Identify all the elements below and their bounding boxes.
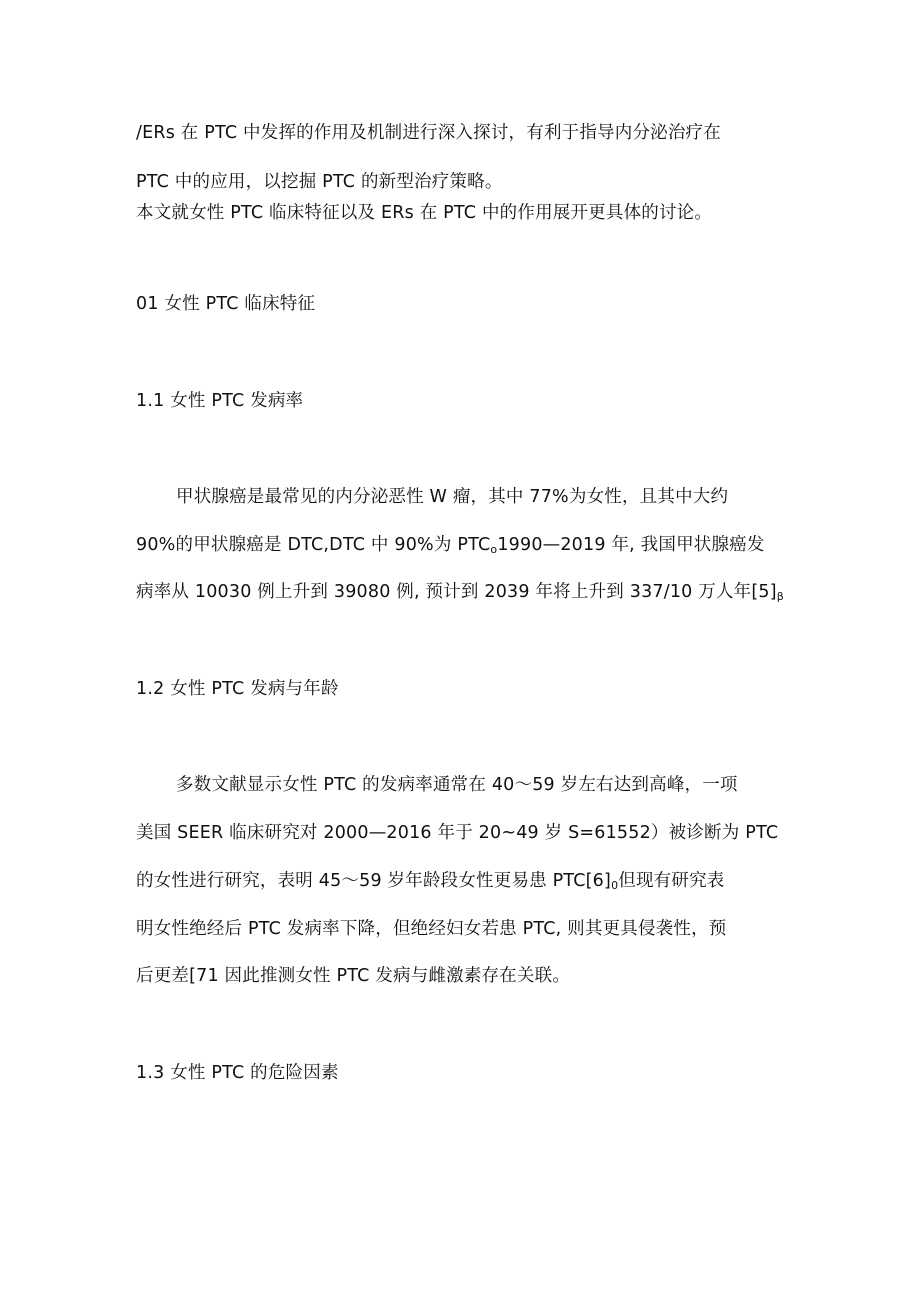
section-1-1-title: 1.1 女性 PTC 发病率 (136, 391, 304, 411)
intro-line-1: /ERs 在 PTC 中发挥的作用及机制进行深入探讨，有利于指导内分泌治疗在 (136, 123, 721, 143)
s1-1-line-2-subscript: o (490, 543, 498, 556)
s1-1-line-3-subscript: β (776, 590, 784, 603)
s1-2-paragraph-line-5: 后更差[71 因此推测女性 PTC 发病与雌激素存在关联。 (136, 966, 571, 986)
section-1-3-title: 1.3 女性 PTC 的危险因素 (136, 1063, 339, 1083)
s1-1-line-2-part-b: 1990—2019 年, 我国甲状腺癌发 (497, 535, 765, 555)
s1-1-line-2-part-a: 90%的甲状腺癌是 DTC,DTC 中 90%为 PTC (136, 535, 491, 555)
s1-2-paragraph-line-3 (136, 869, 796, 898)
intro-line-3: 本文就女性 PTC 临床特征以及 ERs 在 PTC 中的作用展开更具体的讨论。 (136, 203, 713, 223)
s1-2-paragraph-line-1: 多数文献显示女性 PTC 的发病率通常在 40～59 岁左右达到高峰，一项 (176, 775, 738, 795)
s1-2-line-3-part-a: 的女性进行研究，表明 45～59 岁年龄段女性更易患 PTC[6] (136, 871, 612, 891)
s1-1-paragraph-line-1: 甲状腺癌是最常见的内分泌恶性 W 瘤，其中 77%为女性，且其中大约 (176, 487, 729, 507)
s1-2-line-3-part-b: 但现有研究表 (618, 871, 725, 891)
s1-1-line-3-part-a: 病率从 10030 例上升到 39080 例, 预计到 2039 年将上升到 337/10 万人年[5] (136, 582, 777, 602)
s1-1-paragraph-line-3 (136, 580, 796, 609)
intro-line-2: PTC 中的应用，以挖掘 PTC 的新型治疗策略。 (136, 172, 503, 192)
s1-1-paragraph-line-2 (136, 533, 796, 562)
section-01-title: 01 女性 PTC 临床特征 (136, 294, 316, 314)
s1-2-paragraph-line-2: 美国 SEER 临床研究对 2000—2016 年于 20~49 岁 S=61552）被诊断为 PTC (136, 823, 779, 843)
s1-2-paragraph-line-4: 明女性绝经后 PTC 发病率下降，但绝经妇女若患 PTC, 则其更具侵袭性，预 (136, 919, 727, 939)
section-1-2-title: 1.2 女性 PTC 发病与年龄 (136, 679, 339, 699)
s1-2-line-3-subscript: 0 (611, 879, 619, 892)
